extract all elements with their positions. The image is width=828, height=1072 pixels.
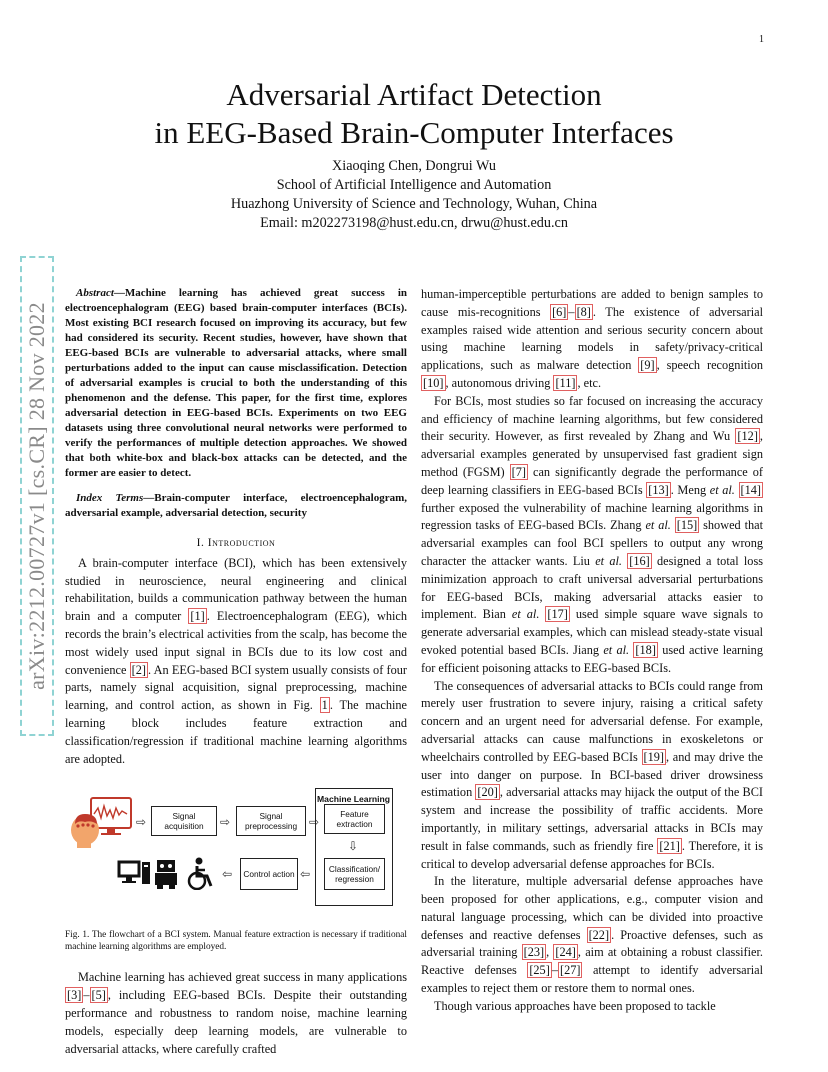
citation-link[interactable]: [25] xyxy=(529,963,550,978)
citation-link[interactable]: [15] xyxy=(676,518,698,533)
citation-link[interactable]: [2] xyxy=(131,662,147,677)
arrow-down-icon: ⇩ xyxy=(348,839,359,854)
author-university: Huazhong University of Science and Technology, Wuhan, China xyxy=(230,196,598,212)
arrow-right-icon: ⇨ xyxy=(136,815,147,830)
citation-link[interactable]: [8] xyxy=(576,304,591,319)
paper-title xyxy=(0,76,828,152)
figure-caption: Fig. 1. The flowchart of a BCI system. Manual feature extraction is necessary if traditional machine learning algorithms are employed. xyxy=(65,930,407,952)
left-paragraph-2: Machine learning has achieved great success in many applications [3] – [5] , including EEG-based BCIs. Despite their outstanding performance and robustness to random noise, machine learning models, especially deep learning models, are vulnerable to adversarial attacks, where carefully crafted xyxy=(65,970,407,1056)
citation-link[interactable]: [19] xyxy=(643,749,665,764)
citation-link[interactable]: [14] xyxy=(740,482,761,497)
right-paragraph-2: For BCIs, most studies so far focused on increasing the accuracy and efficiency of machine learning algorithms, but few considered their security. However, as first revealed by Zhang and Wu [12] , adversarial examples generated by unsupervised fast gradient sign method (FGSM) [7] can significantly degrade the performance of deep learning classifiers in EEG-based BCIs [13] . Meng et al. [14] further exposed the vulnerability of machine learning algorithms in regression tasks of EEG-based BCIs. Zhang et al. [15] showed that adversarial examples can fool BCI spellers to output any wrong character the attacker wants. Liu et al. [16] designed a total loss minimization approach to craft universal adversarial perturbations for EEG-based BCIs, making adversarial attacks easier to implement. Bian et al. [17] used simple square wave signals to generate adversarial examples, which can mislead steady-state visual evoked potential based BCIs. Jiang et al. [18] used active learning for efficient poisoning attacks to EEG-based BCIs. xyxy=(421,393,764,675)
author-block xyxy=(0,157,828,233)
brain-computer-icon xyxy=(69,796,133,848)
title-line-2: in EEG-Based Brain-Computer Interfaces xyxy=(154,115,674,150)
citation-link[interactable]: [9] xyxy=(640,358,655,373)
right-paragraph-5: Though various approaches have been proposed to tackle xyxy=(434,998,716,1013)
arxiv-stamp-text: arXiv:2212.00727v1 [cs.CR] 28 Nov 2022 xyxy=(24,302,49,690)
right-paragraph-4: In the literature, multiple adversarial defense approaches have been proposed for other applications, e.g., computer vision and natural language processing, which can be divided into proactive defenses and reactive defenses [22] . Proactive defenses, such as adversarial training [23] , [24] , aim at obtaining a robust classifier. Reactive defenses [25] – [27] attempt to identify adversarial examples to reject them or restore them to normal ones. xyxy=(421,874,763,996)
right-paragraph-3: The consequences of adversarial attacks to BCIs could range from merely user frustration to severe injury, raising a critical safety concern and an urgent need for adversarial defense. For example, adversarial attacks can cause malfunctions in exoskeletons or wheelchairs controlled by EEG-based BCIs [19] , and may drive the user into danger on purpose. In BCI-based driver drowsiness estimation [20] , adversarial attacks may hijack the output of the BCI system and increase the possibility of traffic accidents. More importantly, in military settings, adversarial attacks in BCIs may result in false commands, such as friendly fire [21] . Therefore, it is critical to develop adversarial defense approaches for BCIs. xyxy=(421,678,763,871)
box-feature-extraction: Feature extraction xyxy=(324,804,385,834)
abstract-text: —Machine learning has achieved great success in electroencephalogram (EEG) based brain-computer interfaces (BCIs). Most existing BCI research focused on improving its accuracy, but few had considered its security. Recent studies, however, have shown that EEG-based BCIs are vulnerable to adversarial attacks, where small perturbations added to the input can cause misclassification. Detection of adversarial examples is crucial to both the understanding of this phenomenon and the defense. This paper, for the first time, explores adversarial detection in EEG-based BCIs. Experiments on two EEG datasets using three convolutional neural networks were performed to verify the performances of multiple detection approaches. We showed that both white-box and black-box attacks can be detected, and the former are easier to detect. xyxy=(65,287,407,479)
box-control-action: Control action xyxy=(240,858,298,890)
abstract xyxy=(65,286,407,481)
italic-text: et al. xyxy=(709,482,735,497)
citation-link[interactable]: [24] xyxy=(555,945,576,960)
citation-link[interactable]: [3] xyxy=(67,988,82,1003)
arrow-right-icon: ⇨ xyxy=(309,815,320,830)
author-names: Xiaoqing Chen, Dongrui Wu xyxy=(332,158,496,174)
page-number: 1 xyxy=(759,34,764,45)
citation-link[interactable]: [20] xyxy=(477,785,498,800)
index-terms-lead: Index Terms xyxy=(76,492,144,504)
section-heading-introduction: I. Introduction xyxy=(196,537,276,549)
citation-link[interactable]: [12] xyxy=(737,429,758,444)
italic-text: et al. xyxy=(603,642,630,657)
box-classification-regression: Classification/ regression xyxy=(324,858,385,890)
citation-link[interactable]: [17] xyxy=(547,607,568,622)
citation-link[interactable]: [21] xyxy=(659,838,680,853)
index-terms-text: —Brain-computer interface, electroencephalogram, adversarial example, adversarial detection, security xyxy=(65,492,407,519)
citation-link[interactable]: 1 xyxy=(321,698,328,713)
left-column xyxy=(65,286,407,1058)
citation-link[interactable]: [10] xyxy=(423,375,444,390)
index-terms xyxy=(65,491,407,521)
title-line-1: Adversarial Artifact Detection xyxy=(226,77,602,112)
figure-bci-flowchart xyxy=(65,788,407,916)
arrow-left-icon: ⇦ xyxy=(222,867,233,882)
citation-link[interactable]: [5] xyxy=(91,988,106,1003)
citation-link[interactable]: [22] xyxy=(588,927,610,942)
author-email: Email: m202273198@hust.edu.cn, drwu@hust.edu.cn xyxy=(260,215,568,231)
machine-learning-title: Machine Learning xyxy=(317,794,391,805)
right-column xyxy=(421,286,763,1016)
citation-link[interactable]: [27] xyxy=(559,963,581,978)
intro-paragraph: A brain-computer interface (BCI), which has been extensively studied in neuroscience, neural engineering and clinical rehabilitation, builds a communication pathway between the human brain and a computer [1] . Electroencephalogram (EEG), which records the brain’s electrical activities from the scalp, has become the most widely used input signal in BCIs due to its low cost and convenience [2] . An EEG-based BCI system usually consists of four parts, namely signal acquisition, signal preprocessing, machine learning, and control action, as shown in Fig. 1 . The machine learning block includes feature extraction and classification/regression if traditional machine learning algorithms are adopted. xyxy=(65,555,407,766)
author-school: School of Artificial Intelligence and Automation xyxy=(276,177,552,193)
arxiv-stamp xyxy=(20,256,54,736)
arrow-left-icon: ⇦ xyxy=(300,867,311,882)
citation-link[interactable]: [18] xyxy=(635,642,656,657)
box-signal-preprocessing: Signal preprocessing xyxy=(236,806,306,836)
devices-icon xyxy=(117,856,221,890)
arrow-right-icon: ⇨ xyxy=(220,815,231,830)
citation-link[interactable]: [7] xyxy=(511,464,526,479)
abstract-lead: Abstract xyxy=(76,287,114,299)
italic-text: et al. xyxy=(595,553,622,568)
box-signal-acquisition: Signal acquisition xyxy=(151,806,217,836)
citation-link[interactable]: [23] xyxy=(523,945,545,960)
citation-link[interactable]: [6] xyxy=(552,304,567,319)
citation-link[interactable]: [13] xyxy=(648,482,669,497)
italic-text: et al. xyxy=(645,518,671,533)
citation-link[interactable]: [11] xyxy=(555,375,576,390)
italic-text: et al. xyxy=(511,607,540,622)
citation-link[interactable]: [1] xyxy=(190,609,205,624)
right-paragraph-1: human-imperceptible perturbations are added to benign samples to cause mis-recognitions [6] – [8] . The existence of adversarial examples raised wide attention and serious security concern about using machine learning models in safety/privacy-critical applications, such as malware detection [9] , speech recognition [10] , autonomous driving [11] , etc. xyxy=(421,287,763,390)
citation-link[interactable]: [16] xyxy=(629,553,650,568)
